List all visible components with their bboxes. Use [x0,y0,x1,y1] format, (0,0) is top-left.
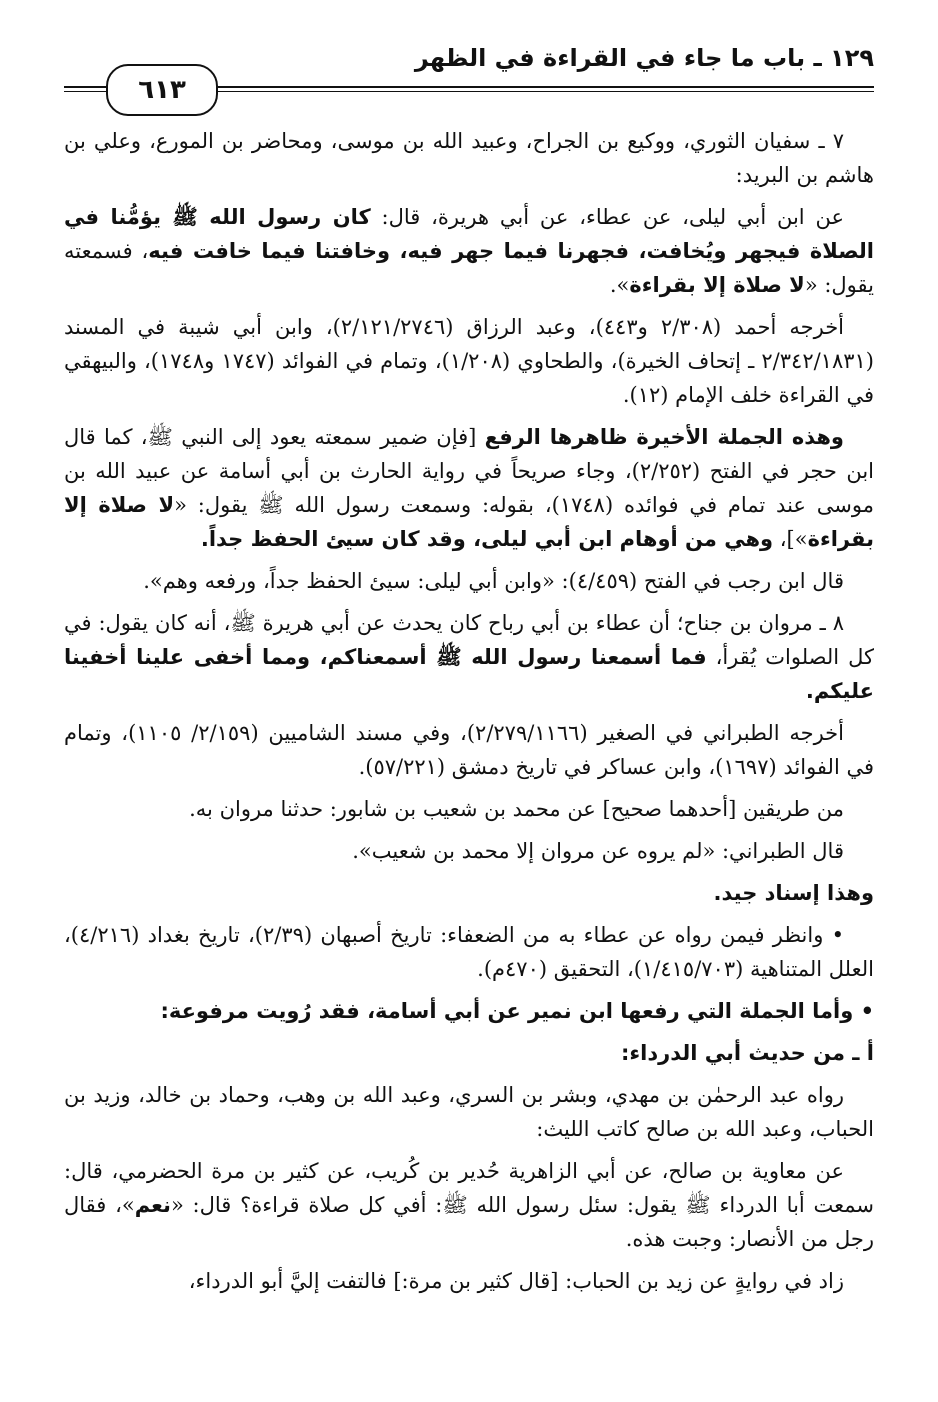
bold-text-segment: وهذا إسناد جيد. [713,881,874,905]
paragraph [64,1264,874,1298]
paragraph [64,310,874,412]
chapter-title: ١٢٩ ـ باب ما جاء في القراءة في الظهر [414,44,874,72]
text-segment: ٨ ـ مروان بن جناح؛ أن عطاء بن أبي رباح كان يحدث عن أبي هريرة ﷺ، أنه كان يقول: في كل الصلوات يُقرأ، [64,611,874,669]
bold-text-segment: لا صلاة إلا بقراءة [629,273,805,297]
paragraph [64,918,874,986]
paragraph [64,716,874,784]
bold-text-segment: وهذه الجملة الأخيرة ظاهرها الرفع [484,425,844,449]
text-segment: أخرجه أحمد (٢/٣٠٨ و٤٤٣)، وعبد الرزاق (٢/١٢١/٢٧٤٦)، وابن أبي شيبة في المسند (٢/٣٤٢/١٨٣١ ـ إتحاف الخيرة)، والطحاوي (١/٢٠٨)، وتمام في الفوائد (١٧٤٧ و١٧٤٨)، والبيهقي في القراءة خلف الإمام (١٢). [64,315,874,407]
paragraph [64,1036,874,1070]
text-segment: ٧ ـ سفيان الثوري، ووكيع بن الجراح، وعبيد الله بن موسى، ومحاضر بن المورع، وعلي بن هاشم بن البريد: [64,129,874,187]
text-segment: عن ابن أبي ليلى، عن عطاء، عن أبي هريرة، قال: [370,205,844,229]
paragraph [64,876,874,910]
paragraph [64,1154,874,1256]
page-body [64,124,874,1306]
bold-text-segment: وهي من أوهام ابن أبي ليلى، وقد كان سيئ الحفظ جداً. [200,527,774,551]
text-segment: • وانظر فيمن رواه عن عطاء به من الضعفاء: تاريخ أصبهان (٢/٣٩)، تاريخ بغداد (٤/٢١٦)، العلل المتناهية (١/٤١٥/٧٠٣)، التحقيق (٤٧٠م). [64,923,874,981]
bold-text-segment: نعم [134,1193,171,1217]
paragraph [64,834,874,868]
paragraph [64,994,874,1028]
bold-text-segment: لا صلاة إلا بقراءة [64,493,874,551]
bold-text-segment: • وأما الجملة التي رفعها ابن نمير عن أبي أسامة، فقد رُويت مرفوعة: [160,999,874,1023]
paragraph [64,1078,874,1146]
text-segment: قال ابن رجب في الفتح (٤/٤٥٩): «وابن أبي ليلى: سيئ الحفظ جداً، ورفعه وهم». [143,569,844,593]
text-segment: عن معاوية بن صالح، عن أبي الزاهرية حُدير بن كُريب، عن كثير بن مرة الحضرمي، قال: سمعت أبا الدرداء ﷺ يقول: سئل رسول الله ﷺ: أفي كل صلاة قراءة؟ قال: « [64,1159,874,1217]
paragraph [64,200,874,302]
text-segment: زاد في روايةٍ عن زيد بن الحباب: [قال كثير بن مرة:] فالتفت إليَّ أبو الدرداء، [188,1269,844,1293]
paragraph [64,420,874,556]
paragraph [64,792,874,826]
bold-text-segment: أ ـ من حديث أبي الدرداء: [621,1041,874,1065]
paragraph [64,124,874,192]
text-segment: »]، [773,527,808,551]
paragraph [64,606,874,708]
page-number: ٦١٣ [106,64,218,116]
paragraph [64,564,874,598]
text-segment: »، فقال رجل من الأنصار: وجبت هذه. [64,1193,874,1251]
text-segment: أخرجه الطبراني في الصغير (٢/٢٧٩/١١٦٦)، وفي مسند الشاميين (٢/١٥٩/ ١١٠٥)، وتمام في الفوائد (١٦٩٧)، وابن عساكر في تاريخ دمشق (٥٧/٢٢١). [64,721,874,779]
bold-text-segment: كان رسول الله ﷺ يؤمُّنا في الصلاة فيجهر ويُخافت، فجهرنا فيما جهر فيه، وخافتنا فيما خافت فيه [64,205,874,263]
text-segment: من طريقين [أحدهما صحيح] عن محمد بن شعيب بن شابور: حدثنا مروان به. [189,797,844,821]
text-segment: رواه عبد الرحمٰن بن مهدي، وبشر بن السري، وعبد الله بن وهب، وحماد بن خالد، وزيد بن الحباب، وعبد الله بن صالح كاتب الليث: [64,1083,874,1141]
text-segment: قال الطبراني: «لم يروه عن مروان إلا محمد بن شعيب». [352,839,844,863]
bold-text-segment: فما أسمعنا رسول الله ﷺ أسمعناكم، ومما أخفى علينا أخفينا عليكم. [64,645,874,703]
text-segment: ، فسمعته يقول: « [64,239,874,297]
text-segment: [فإن ضمير سمعته يعود إلى النبي ﷺ، كما قال ابن حجر في الفتح (٢/٢٥٢)، وجاء صريحاً في رواية الحارث بن أبي أسامة عن عبيد الله بن موسى عند تمام في فوائده (١٧٤٨)، بقوله: وسمعت رسول الله ﷺ يقول: « [64,425,874,517]
text-segment: ». [609,273,630,297]
page-header [64,38,874,118]
